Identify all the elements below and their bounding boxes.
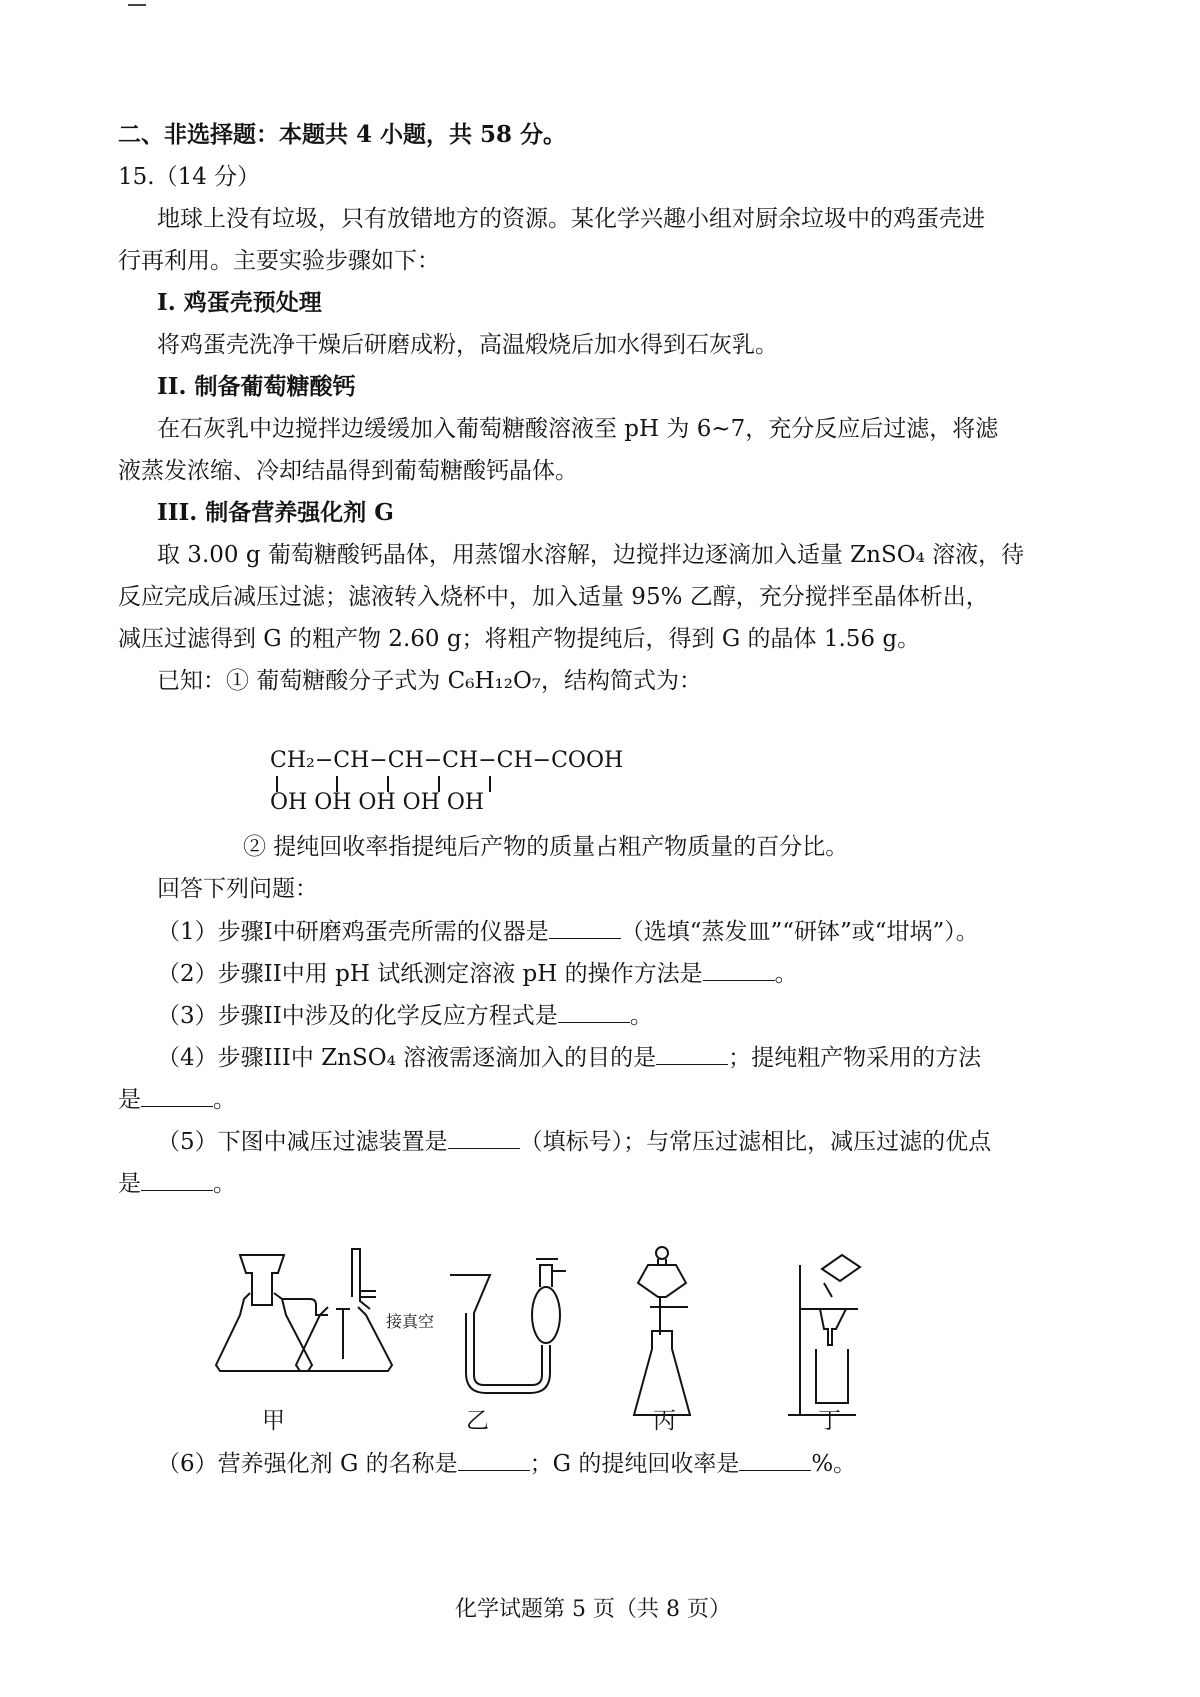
- question-4: [157, 1042, 981, 1073]
- question-2: [157, 958, 798, 989]
- scan-mark: [128, 4, 146, 6]
- q3-text: （3）步骤II中涉及的化学反应方程式是: [157, 1003, 558, 1029]
- q5-text-2: （填标号）；与常压过滤相比，减压过滤的优点: [519, 1129, 992, 1155]
- q4-text: （4）步骤III中 ZnSO₄ 溶液需逐滴加入的目的是: [157, 1045, 657, 1071]
- q6-text-2: ；G 的提纯回收率是: [529, 1451, 740, 1477]
- intro-line-2: 行再利用。主要实验步骤如下：: [118, 248, 440, 274]
- q1-options: （选填“蒸发皿”“研钵”或“坩埚”）。: [620, 919, 979, 945]
- bond-line: [489, 776, 491, 792]
- question-4-cont: [118, 1084, 236, 1115]
- step3-text-2: 反应完成后减压过滤；滤液转入烧杯中，加入适量 95% 乙醇，充分搅拌至晶体析出，: [118, 584, 989, 610]
- section-heading: 二、非选择题：本题共 4 小题，共 58 分。: [118, 121, 567, 148]
- question-3: [157, 1000, 653, 1031]
- intro-line-1: 地球上没有垃圾，只有放错地方的资源。某化学兴趣小组对厨余垃圾中的鸡蛋壳进: [157, 206, 985, 232]
- step2-text-2: 液蒸发浓缩、冷却结晶得到葡萄糖酸钙晶体。: [118, 458, 578, 484]
- known-2: ② 提纯回收率指提纯后产物的质量占粗产物质量的百分比。: [243, 834, 849, 860]
- vacuum-label: 接真空: [386, 1312, 435, 1331]
- q1-answer-blank[interactable]: [549, 916, 621, 939]
- structure-hydroxyls: OH OH OH OH OH: [270, 790, 485, 815]
- q4-text-2: ；提纯粗产物采用的方法: [728, 1045, 982, 1071]
- caption-bing: 丙: [653, 1408, 676, 1434]
- q5-end: 。: [213, 1171, 236, 1197]
- q5-text-3: 是: [118, 1171, 141, 1197]
- step2-title: II. 制备葡萄糖酸钙: [157, 373, 356, 400]
- step3-title: III. 制备营养强化剂 G: [157, 499, 394, 526]
- question-1: [157, 916, 979, 947]
- structural-formula: [270, 748, 650, 820]
- caption-yi: 乙: [466, 1408, 489, 1434]
- q5-answer-blank-2[interactable]: [141, 1168, 213, 1191]
- gluconic-acid-formula: C₆H₁₂O₇: [447, 668, 542, 694]
- question-5: [157, 1126, 991, 1157]
- caption-jia: 甲: [262, 1408, 285, 1434]
- q3-end: 。: [629, 1003, 653, 1029]
- q1-text: （1）步骤I中研磨鸡蛋壳所需的仪器是: [157, 919, 549, 945]
- step3-text-3: 减压过滤得到 G 的粗产物 2.60 g；将粗产物提纯后，得到 G 的晶体 1.56 g。: [118, 626, 921, 652]
- apparatus-ding: [788, 1255, 860, 1415]
- step1-text: 将鸡蛋壳洗净干燥后研磨成粉，高温煅烧后加水得到石灰乳。: [157, 332, 778, 358]
- known-1-suffix: ，结构简式为：: [541, 668, 703, 694]
- caption-ding: 丁: [818, 1408, 841, 1434]
- apparatus-yi: [450, 1259, 566, 1393]
- apparatus-jia: [216, 1249, 392, 1371]
- question-5-cont: [118, 1168, 236, 1199]
- q2-answer-blank[interactable]: [703, 958, 775, 981]
- q5-answer-blank-1[interactable]: [448, 1126, 520, 1149]
- step2-text-1: 在石灰乳中边搅拌边缓缓加入葡萄糖酸溶液至 pH 为 6~7，充分反应后过滤，将滤: [157, 416, 999, 442]
- known-1-prefix: 已知：① 葡萄糖酸分子式为: [157, 668, 448, 694]
- question-header: 15.（14 分）: [118, 164, 261, 190]
- q6-text: （6）营养强化剂 G 的名称是: [157, 1451, 458, 1477]
- q5-text: （5）下图中减压过滤装置是: [157, 1129, 448, 1155]
- page-footer: 化学试题第 5 页（共 8 页）: [455, 1597, 731, 1622]
- q4-answer-blank-2[interactable]: [141, 1084, 213, 1107]
- q6-answer-blank-1[interactable]: [458, 1448, 530, 1471]
- question-6: [157, 1448, 856, 1479]
- q2-text: （2）步骤II中用 pH 试纸测定溶液 pH 的操作方法是: [157, 961, 703, 987]
- known-1: [157, 666, 702, 696]
- q6-answer-blank-2[interactable]: [739, 1448, 811, 1471]
- q4-end: 。: [213, 1087, 236, 1113]
- answer-prompt: 回答下列问题：: [157, 876, 318, 902]
- step3-text-1: 取 3.00 g 葡萄糖酸钙晶体，用蒸馏水溶解，边搅拌边逐滴加入适量 ZnSO₄ 溶液，待: [157, 542, 1025, 568]
- apparatus-bing: [634, 1247, 690, 1415]
- q3-answer-blank[interactable]: [558, 1000, 630, 1023]
- q4-answer-blank-1[interactable]: [656, 1042, 728, 1065]
- q2-end: 。: [774, 961, 798, 987]
- q4-text-3: 是: [118, 1087, 141, 1113]
- structure-chain: CH₂−CH−CH−CH−CH−COOH: [270, 748, 624, 773]
- step1-title: I. 鸡蛋壳预处理: [157, 289, 322, 316]
- q6-end: %。: [811, 1451, 857, 1477]
